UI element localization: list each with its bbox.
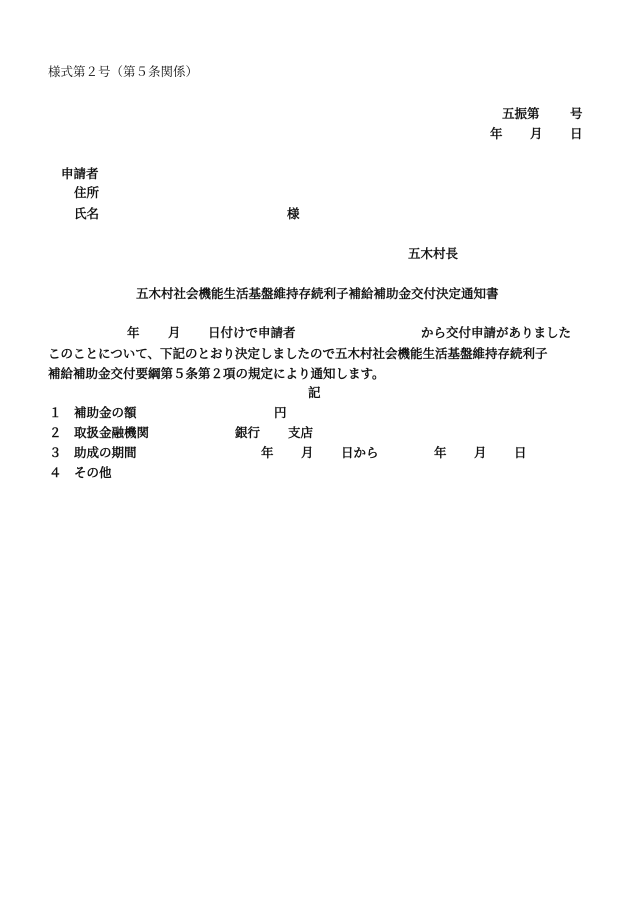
applicant-name-label: 氏名	[74, 206, 100, 221]
date-year: 年	[490, 126, 503, 141]
ki-heading: 記	[308, 385, 321, 400]
item-1-number: １	[49, 405, 62, 420]
item-3-label: 助成の期間	[74, 445, 137, 460]
body-line3: 補給補助金交付要綱第５条第２項の規定により通知します。	[48, 366, 385, 381]
applicant-address-label: 住所	[74, 185, 100, 200]
item-3-number: ３	[49, 445, 62, 460]
item-3-day-from: 日から	[341, 445, 379, 460]
applicant-heading: 申請者	[61, 166, 99, 181]
date-day: 日	[570, 126, 583, 141]
item-3-year-from: 年	[261, 445, 274, 460]
body-dated: 日付けで申請者	[208, 325, 296, 340]
body-year: 年	[127, 325, 140, 340]
item-2-branch: 支店	[288, 425, 314, 440]
issuer: 五木村長	[408, 246, 459, 261]
body-line2: このことについて、下記のとおり決定しましたので五木村社会機能生活基盤維持存続利子	[48, 346, 548, 361]
item-2-number: ２	[49, 425, 62, 440]
reference-number-prefix: 五振第	[502, 106, 540, 121]
item-3-year-to: 年	[434, 445, 447, 460]
item-4-number: ４	[49, 465, 62, 480]
item-1-label: 補助金の額	[74, 405, 137, 420]
item-1-unit: 円	[274, 405, 287, 420]
form-number: 様式第２号（第５条関係）	[48, 64, 199, 79]
applicant-honorific: 様	[287, 206, 300, 221]
body-line1-end: から交付申請がありました	[421, 325, 572, 340]
reference-number-suffix: 号	[570, 106, 583, 121]
document-title: 五木村社会機能生活基盤維持存続利子補給補助金交付決定通知書	[136, 286, 499, 301]
body-month: 月	[168, 325, 181, 340]
date-month: 月	[530, 126, 543, 141]
item-3-month-from: 月	[301, 445, 314, 460]
item-3-day-to: 日	[514, 445, 527, 460]
item-3-month-to: 月	[474, 445, 487, 460]
item-2-bank: 銀行	[235, 425, 261, 440]
item-2-label: 取扱金融機関	[74, 425, 150, 440]
item-4-label: その他	[74, 465, 112, 480]
